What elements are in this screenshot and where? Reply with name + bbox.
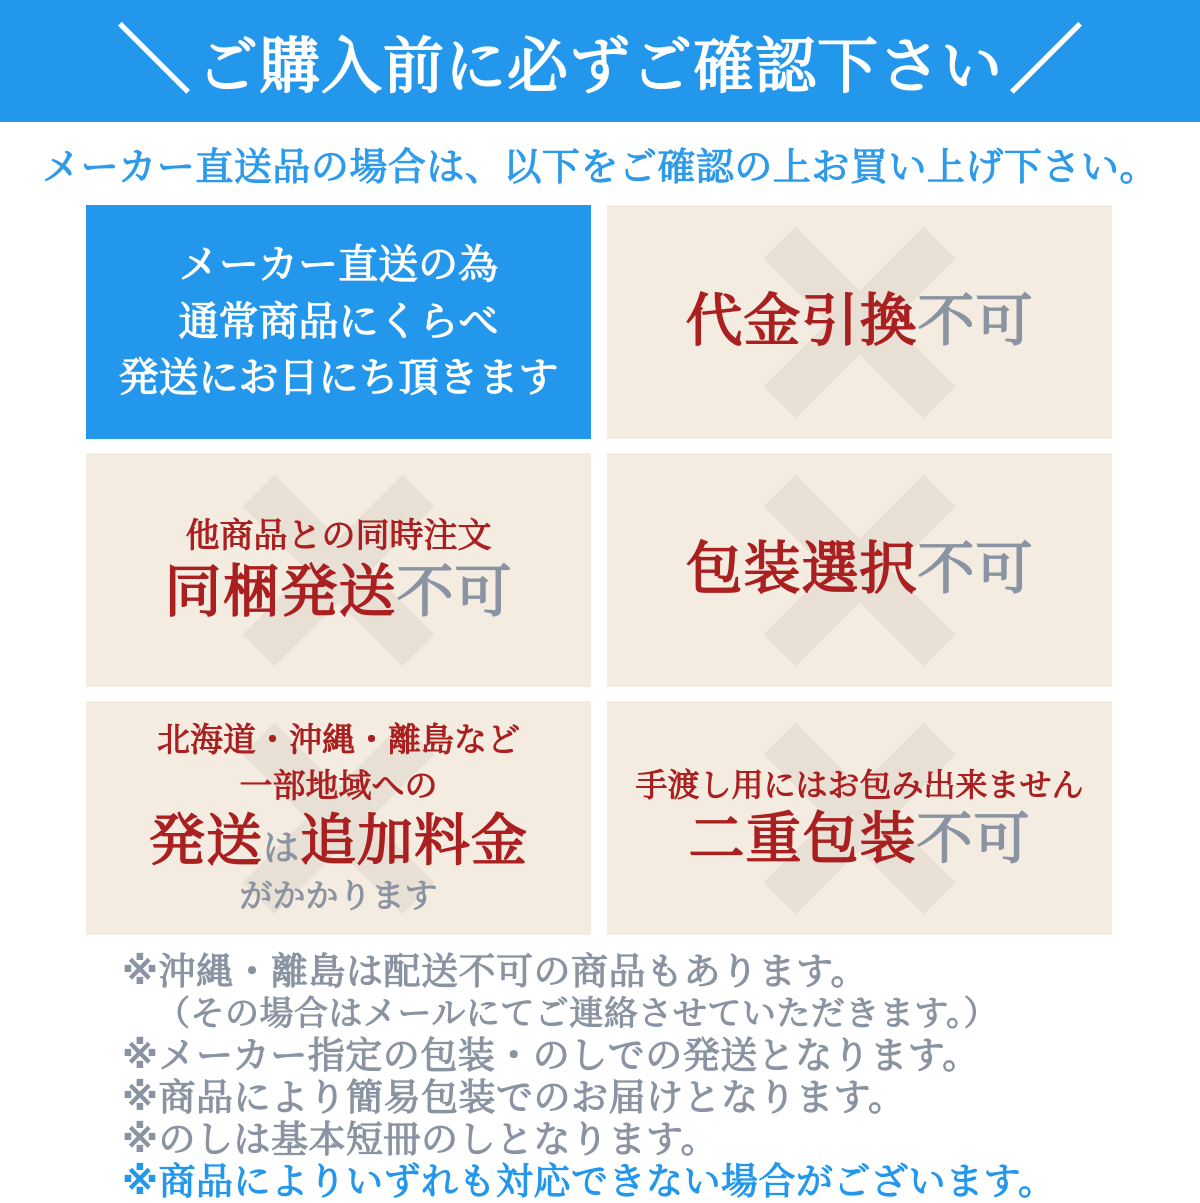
prohibition-suffix: 不可	[917, 537, 1034, 602]
info-line: メーカー直送の為	[178, 242, 499, 287]
notice-grid	[86, 205, 1112, 935]
decorative-slash-right: ／	[1009, 19, 1083, 102]
prohibition-suffix: 不可	[396, 560, 513, 625]
cell-double-wrapping-not-available	[607, 701, 1112, 935]
note-okinawa-undeliverable: ※沖縄・離島は配送不可の商品もあります。	[122, 951, 869, 992]
cell-region-extra-fee	[86, 701, 591, 935]
extra-fee-subject: 発送	[148, 808, 263, 872]
prohibition-subject: 代金引換	[685, 289, 918, 354]
extra-fee-suffix: がかかります	[239, 877, 438, 915]
prohibition-subject: 二重包装	[688, 807, 917, 871]
note-noshi-tanzaku: ※のしは基本短冊のしとなります。	[122, 1119, 719, 1160]
prohibition-label	[686, 537, 1034, 603]
prohibition-subject: 同梱発送	[164, 560, 397, 625]
note-email-contact: （その場合はメールにてご連絡させていただきます。）	[156, 995, 999, 1033]
prohibition-note: 他商品との同時注文	[185, 517, 492, 556]
region-note-line: 北海道・沖縄・離島など	[157, 720, 520, 758]
prohibition-subject: 包装選択	[685, 537, 918, 602]
info-line: 通常商品にくらべ	[178, 299, 499, 344]
prohibition-label	[165, 560, 513, 626]
note-maker-specified-wrapping: ※メーカー指定の包装・のしでの発送となります。	[122, 1035, 980, 1076]
note-simple-wrapping: ※商品により簡易包装でのお届けとなります。	[122, 1077, 906, 1118]
extra-fee-particle: は	[262, 826, 300, 868]
extra-fee-amount: 追加料金	[300, 808, 528, 872]
prohibition-suffix: 不可	[917, 289, 1034, 354]
prohibition-suffix: 不可	[916, 807, 1031, 871]
cell-cod-not-available	[607, 205, 1112, 439]
cell-direct-shipping-info	[86, 205, 591, 439]
prohibition-note: 手渡し用にはお包み出来ません	[635, 767, 1084, 804]
footer-notes	[122, 951, 1140, 1203]
note-may-not-support: ※商品によりいずれも対応できない場合がございます。	[122, 1161, 1056, 1202]
cell-bundle-shipping-not-available	[86, 453, 591, 687]
header-banner	[0, 0, 1200, 122]
decorative-slash-left: ＼	[116, 19, 191, 102]
subtitle: メーカー直送品の場合は、以下をご確認の上お買い上げ下さい。	[42, 147, 1158, 189]
info-line: 発送にお日にち頂きます	[118, 356, 559, 401]
extra-fee-label	[149, 809, 528, 873]
cell-wrapping-selection-not-available	[607, 453, 1112, 687]
page-title: ご購入前に必ずご確認下さい	[196, 31, 1003, 100]
prohibition-label	[686, 289, 1034, 355]
prohibition-label	[689, 807, 1031, 871]
region-note-line: 一部地域への	[239, 766, 438, 804]
